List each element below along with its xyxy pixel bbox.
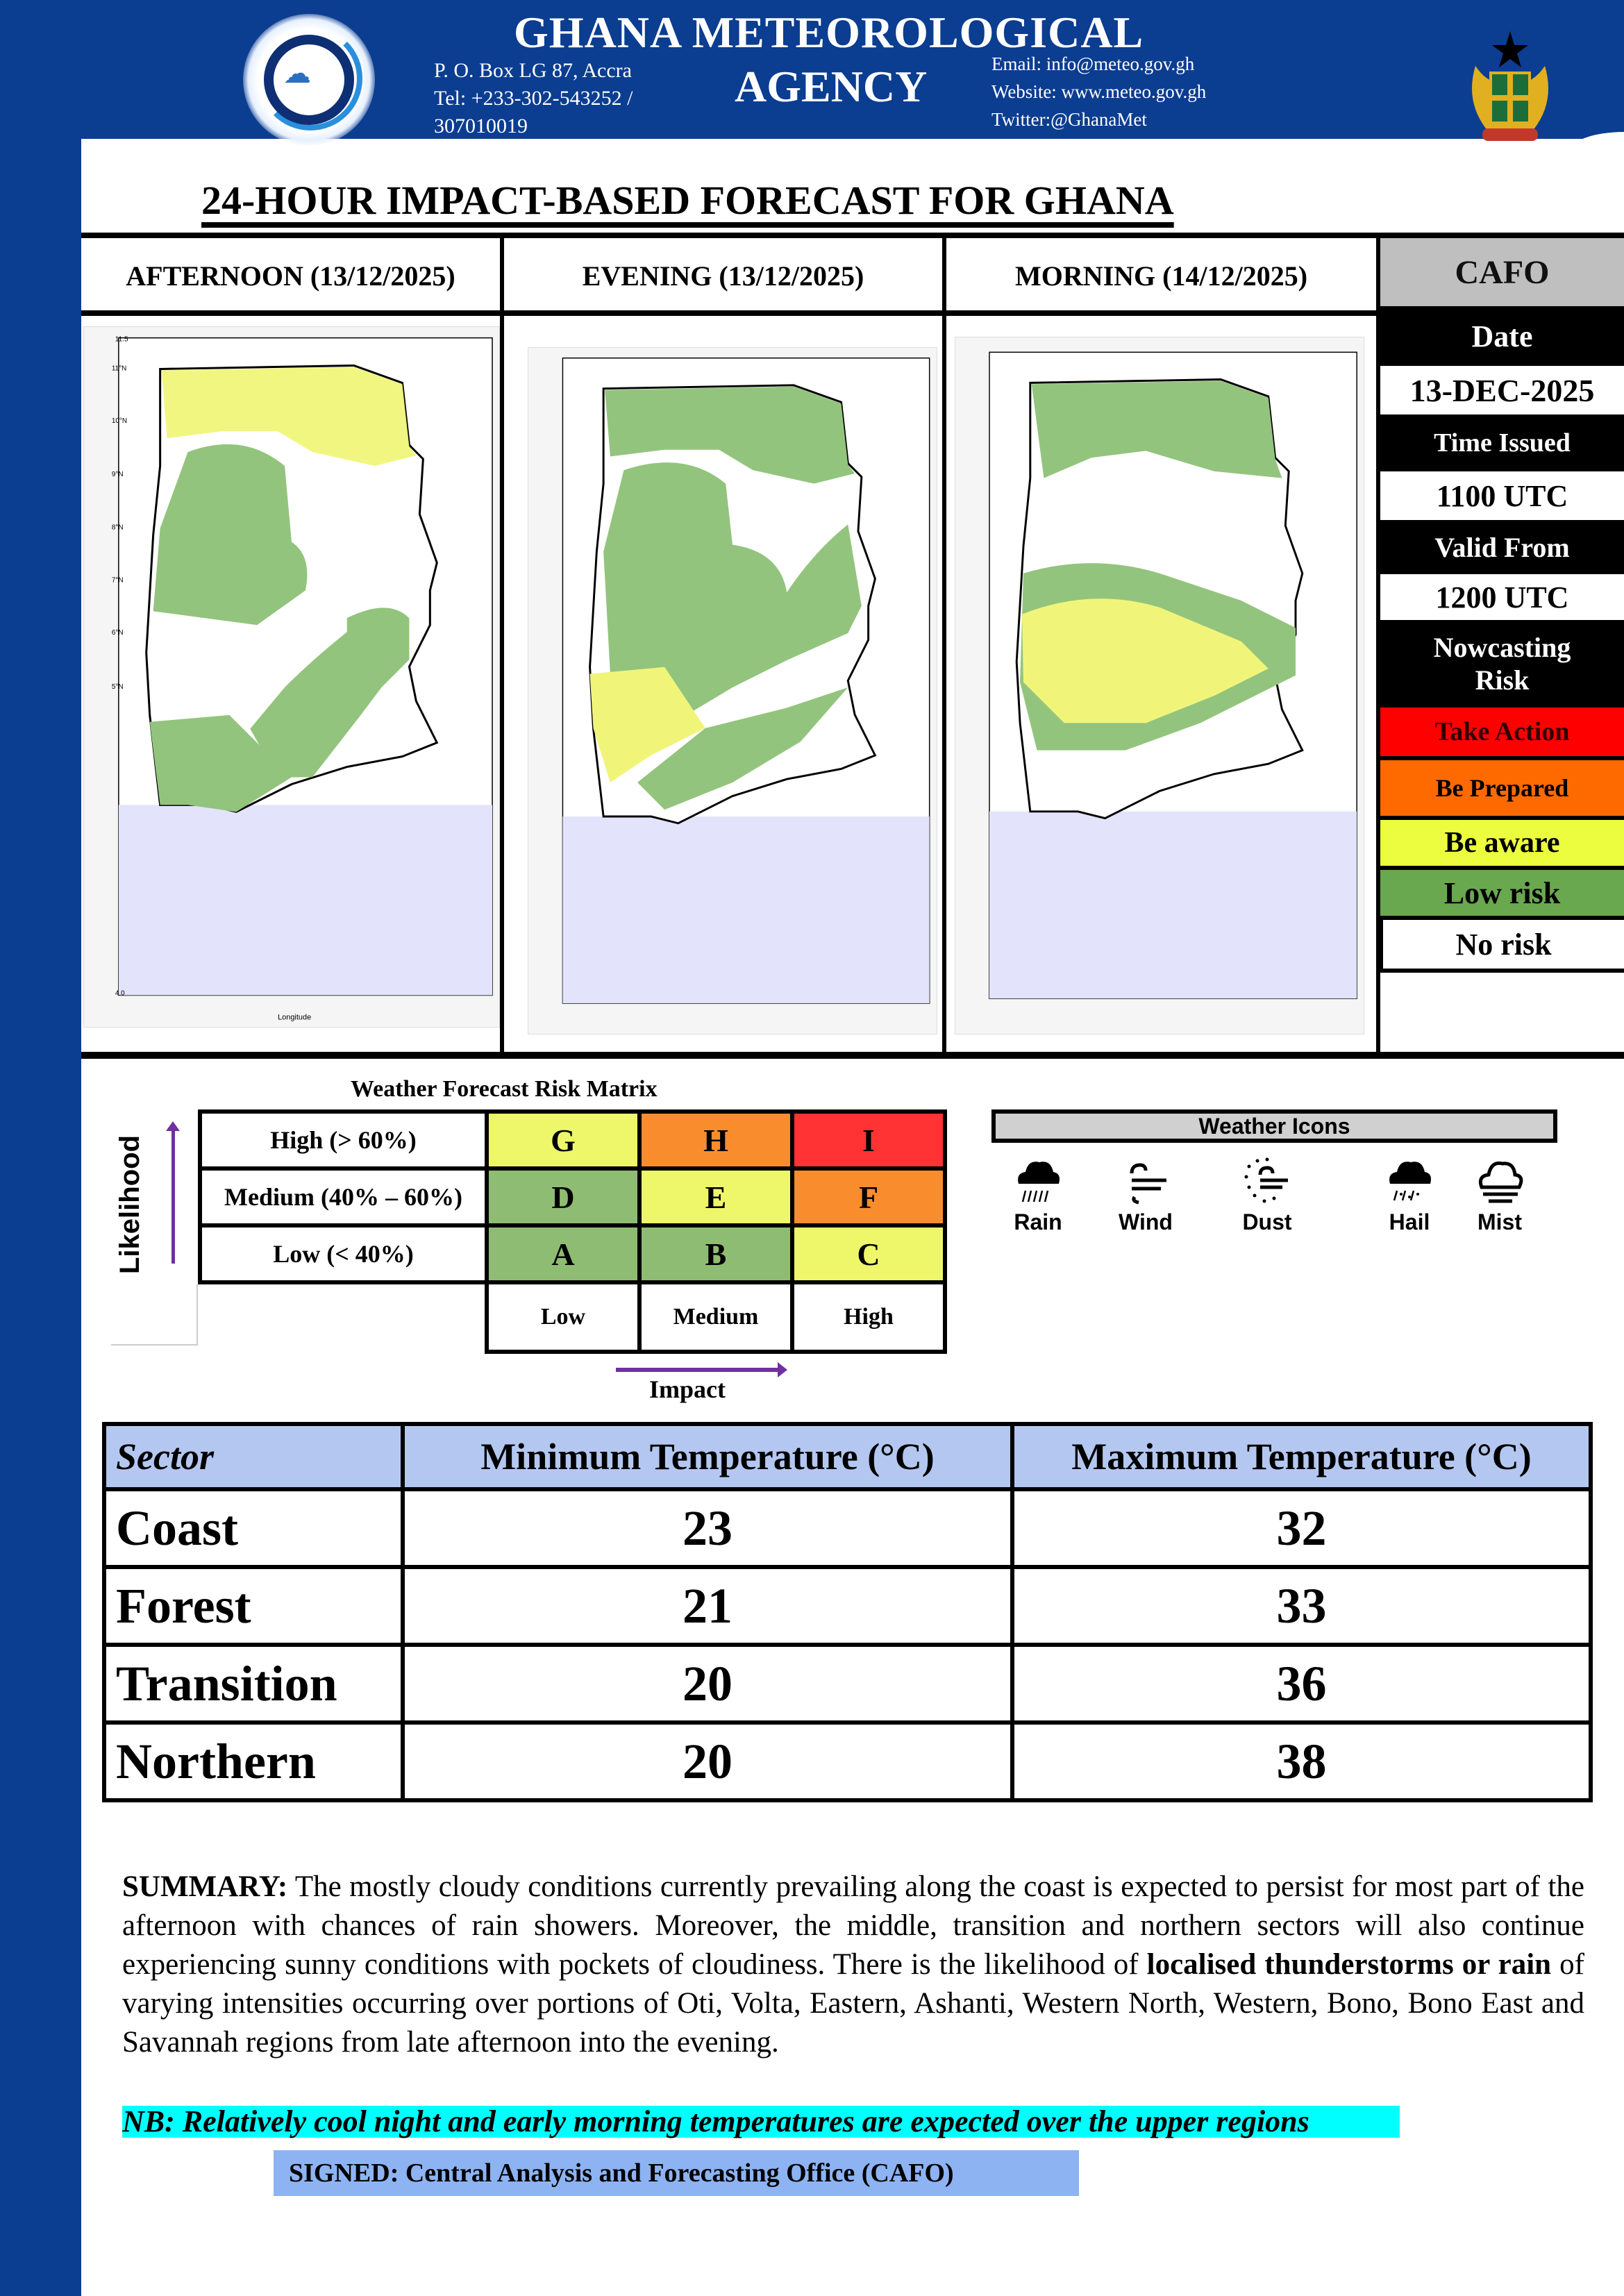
summary-highlight: localised thunderstorms or rain xyxy=(1146,1948,1552,1981)
summary-label: SUMMARY: xyxy=(122,1870,288,1903)
arrow-up-icon xyxy=(171,1128,175,1264)
legend-wind xyxy=(1107,1153,1184,1235)
table-border-header xyxy=(81,310,1380,316)
matrix-row-medium xyxy=(200,1168,945,1225)
ghana-risk-map xyxy=(84,327,499,1027)
period-header-morning: MORNING (14/12/2025) xyxy=(1014,260,1308,292)
ghana-risk-map xyxy=(955,337,1364,1034)
wind-label: Wind xyxy=(1119,1209,1173,1234)
hail-label: Hail xyxy=(1389,1209,1430,1234)
summary-paragraph xyxy=(122,1868,1584,2062)
wind-icon xyxy=(1118,1153,1173,1208)
max-temp: 33 xyxy=(1012,1567,1591,1645)
date-label: Date xyxy=(1380,310,1624,366)
column-divider xyxy=(500,233,504,1059)
map-evening xyxy=(528,347,937,1034)
date-value: 13-DEC-2025 xyxy=(1380,366,1624,419)
matrix-row-low xyxy=(200,1225,945,1282)
time-issued-value: 1100 UTC xyxy=(1380,471,1624,524)
svg-text:11.5: 11.5 xyxy=(115,335,128,344)
table-row xyxy=(104,1723,1591,1800)
agency-title: GHANA METEOROLOGICAL xyxy=(514,8,1144,57)
svg-text:9°N: 9°N xyxy=(111,470,124,478)
svg-text:4.0: 4.0 xyxy=(115,989,125,998)
phone-line: Tel: +233-302-543252 / xyxy=(434,87,633,110)
period-header-afternoon: AFTERNOON (13/12/2025) xyxy=(126,260,455,292)
legend-hail xyxy=(1371,1153,1448,1235)
likelihood-high: High (> 60%) xyxy=(200,1112,487,1168)
svg-text:8°N: 8°N xyxy=(111,523,124,532)
min-temp: 21 xyxy=(403,1567,1012,1645)
legend-dust xyxy=(1229,1153,1305,1235)
likelihood-text: Likelihood xyxy=(115,1135,145,1274)
cell-d: D xyxy=(487,1168,639,1225)
hail-icon xyxy=(1382,1153,1437,1208)
time-issued-label: Time Issued xyxy=(1380,419,1624,471)
dust-label: Dust xyxy=(1242,1209,1292,1234)
legend-rain xyxy=(1000,1153,1076,1235)
agency-address xyxy=(434,57,633,140)
page-title: 24-HOUR IMPACT-BASED FORECAST FOR GHANA xyxy=(201,178,1174,223)
facebook-link[interactable]: Facebook: Ghana Meteorological Agency xyxy=(991,137,1305,158)
table-row xyxy=(104,1645,1591,1723)
mist-icon xyxy=(1472,1153,1527,1208)
max-temp: 32 xyxy=(1012,1489,1591,1567)
valid-from-value: 1200 UTC xyxy=(1380,574,1624,624)
website-link[interactable]: Website: www.meteo.gov.gh xyxy=(991,81,1207,102)
impact-high: High xyxy=(792,1282,945,1352)
cell-b: B xyxy=(639,1225,792,1282)
column-divider xyxy=(942,233,946,1059)
min-temp: 20 xyxy=(403,1645,1012,1723)
period-header-evening: EVENING (13/12/2025) xyxy=(582,260,864,292)
cell-e: E xyxy=(639,1168,792,1225)
max-temp: 38 xyxy=(1012,1723,1591,1800)
header-min-temp: Minimum Temperature (°C) xyxy=(403,1424,1012,1489)
summary-text: The mostly cloudy conditions currently prevailing along the coast is expected to persist for most part of the afternoon with chances of rain showers. Moreover, the middle, transition and northern sectors will also continue experiencing sunny conditions with pockets of cloudiness. There is the likelihood of xyxy=(122,1870,1584,1981)
ghana-coat-of-arms-icon xyxy=(1462,24,1559,149)
nowcasting-risk-label: Nowcasting Risk xyxy=(1380,624,1624,707)
signed-by: SIGNED: Central Analysis and Forecasting Office (CAFO) xyxy=(274,2150,1079,2196)
min-temp: 23 xyxy=(403,1489,1012,1567)
summary-text-end: of varying intensities occurring over portions of Oti, Volta, Eastern, Ashanti, Western North, Western, Bono, Bono East and Savannah regions from late afternoon into the evening. xyxy=(122,1948,1585,2059)
table-border-top xyxy=(81,233,1624,238)
cloud-rain-icon: ☁ xyxy=(283,58,311,89)
cell-h: H xyxy=(639,1112,792,1168)
arrow-right-icon xyxy=(616,1368,779,1372)
ghana-risk-map xyxy=(528,348,937,1034)
svg-text:Longitude: Longitude xyxy=(278,1013,312,1022)
header-max-temp: Maximum Temperature (°C) xyxy=(1012,1424,1591,1489)
cell-a: A xyxy=(487,1225,639,1282)
likelihood-medium: Medium (40% – 60%) xyxy=(200,1168,487,1225)
cafo-header: CAFO xyxy=(1380,238,1624,310)
cell-c: C xyxy=(792,1225,945,1282)
max-temp: 36 xyxy=(1012,1645,1591,1723)
cell-i: I xyxy=(792,1112,945,1168)
legend-be-aware: Be aware xyxy=(1380,820,1624,870)
empty-cell xyxy=(200,1282,487,1352)
impact-medium: Medium xyxy=(639,1282,792,1352)
sector-name: Forest xyxy=(104,1567,403,1645)
legend-no-risk: No risk xyxy=(1380,920,1624,973)
cell-f: F xyxy=(792,1168,945,1225)
map-afternoon xyxy=(83,326,500,1028)
likelihood-low: Low (< 40%) xyxy=(200,1225,487,1282)
min-temp: 20 xyxy=(403,1723,1012,1800)
table-row xyxy=(104,1489,1591,1567)
sector-name: Northern xyxy=(104,1723,403,1800)
risk-matrix-title: Weather Forecast Risk Matrix xyxy=(351,1076,658,1102)
nb-note: NB: Relatively cool night and early morning temperatures are expected over the upper regions xyxy=(122,2106,1400,2138)
sector-name: Coast xyxy=(104,1489,403,1567)
agency-title-line2: AGENCY xyxy=(735,62,928,111)
rain-label: Rain xyxy=(1014,1209,1062,1234)
matrix-row-high xyxy=(200,1112,945,1168)
table-row xyxy=(104,1567,1591,1645)
matrix-corner xyxy=(111,1284,198,1346)
svg-text:11°N: 11°N xyxy=(111,364,127,373)
valid-from-label: Valid From xyxy=(1380,524,1624,574)
address-line: P. O. Box LG 87, Accra xyxy=(434,59,632,82)
agency-contact xyxy=(991,50,1305,158)
table-border-bottom xyxy=(81,1052,1624,1059)
legend-low-risk: Low risk xyxy=(1380,870,1624,920)
legend-take-action: Take Action xyxy=(1380,707,1624,760)
svg-text:10°N: 10°N xyxy=(111,417,128,426)
legend-mist xyxy=(1462,1153,1538,1235)
gmet-logo xyxy=(243,14,375,146)
impact-axis-label: Impact xyxy=(649,1375,726,1403)
weather-icons-title: Weather Icons xyxy=(991,1109,1557,1143)
svg-text:7°N: 7°N xyxy=(111,576,124,585)
left-margin-bar xyxy=(0,0,81,2296)
risk-matrix xyxy=(198,1109,947,1354)
impact-low: Low xyxy=(487,1282,639,1352)
legend-be-prepared: Be Prepared xyxy=(1380,760,1624,820)
map-morning xyxy=(955,337,1364,1034)
dust-icon xyxy=(1239,1153,1295,1208)
cell-g: G xyxy=(487,1112,639,1168)
phone-line-2: 307010019 xyxy=(434,115,528,137)
matrix-impact-row xyxy=(200,1282,945,1352)
email-link[interactable]: Email: info@meteo.gov.gh xyxy=(991,53,1195,74)
table-header-row xyxy=(104,1424,1591,1489)
svg-text:6°N: 6°N xyxy=(111,629,124,637)
header-sector: Sector xyxy=(104,1424,403,1489)
svg-text:5°N: 5°N xyxy=(111,682,124,691)
sector-name: Transition xyxy=(104,1645,403,1723)
mist-label: Mist xyxy=(1477,1209,1522,1234)
rain-icon xyxy=(1010,1153,1066,1208)
cafo-panel xyxy=(1380,238,1624,973)
temperature-table xyxy=(102,1422,1593,1802)
twitter-link[interactable]: Twitter:@GhanaMet xyxy=(991,109,1147,130)
likelihood-axis-label xyxy=(108,1125,149,1277)
